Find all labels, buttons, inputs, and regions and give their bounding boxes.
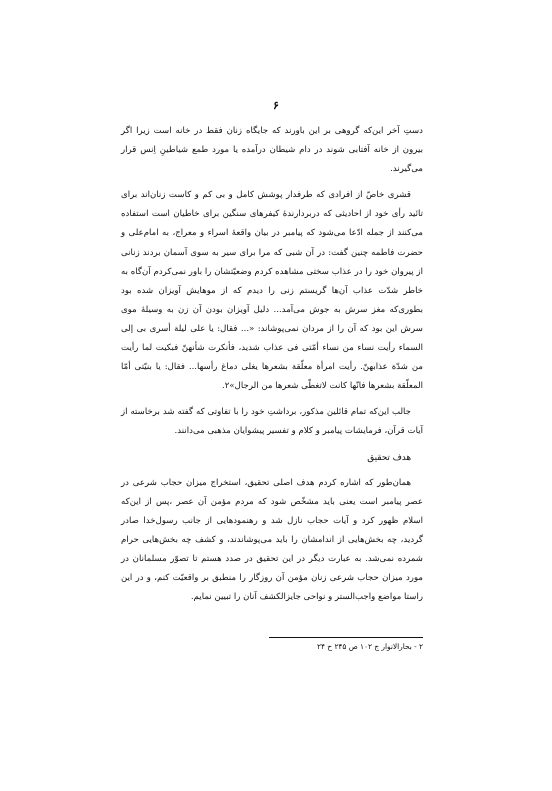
footnote-divider — [269, 637, 423, 638]
paragraph-research-goal: همان‌طور که اشاره کردم هدف اصلی تحقیق، استخراج میزان حجاب شرعی در عصر پیامبر است یعنی باید مشخّص شود که مردم مؤمن آن عصر ،پس از این‌که اسلام ظهور کرد و آیات حجاب نازل شد و رهنمودهایی از جانب رسول‌خدا صادر گردید، چه بخش‌هایی از اندامشان را باید می‌پوشاندند، و کشف چه بخش‌هایی حرام شمرده نمی‌شد. به عبارت دیگر در این تحقیق در صدد هستم تا تصوّر مسلمانان در مورد میزان حجاب شرعی زنان مؤمن آن روزگار را منطبق بر واقعیّت کنم، و در این راستا مواضع واجب‌الستر و نواحی جایزالکشف آنان را تبیین نمایم. — [121, 477, 423, 603]
paragraph-hadith: قشری خاصّ از افرادی که طرفدار پوشش کامل و بی کم و کاست زنان‌اند برای تائید رأی خود از احادیثی که دربردارندۀ کیفرهای سنگین برای خاطیان است استفاده می‌کنند از جمله ادّعا می‌شود که پیامبر در بیان واقعۀ اسراء و معراج، به امام‌علی و حضرت فاطمه چنین گفت: در آن شبی که مرا برای سیر به سوی آسمان بردند زنانی از پیروان خود را در عذاب سختی مشاهده کردم وضعیّتشان را باور نمی‌کردم آن‌گاه به خاطر شدّت عذاب آن‌ها گریستم زنی را دیدم که از موهایش آویزان شده بود بطوری‌که مغز سرش به جوش می‌آمد... دلیل آویزان بودن آن زن به وسیلۀ موی سرش این بود که آن را از مردان نمی‌پوشاند: «... فقال: یا علی لیلة أسری بی إلی السماء رأیت نساء من نساء أمّتی فی عذاب شدید، فأنکرت شأنهنّ فبکیت لما رأیت من شدّة عذابهنّ. رأیت امرأة معلّقة بشعرها یغلی دماغ رأسها... فقال: یا بنیّتی أمّا المعلّقة بشعرها فانّها کانت لاتغطّی شعرها من الرجال»۲. — [121, 190, 423, 392]
page-number: ۶ — [273, 99, 279, 112]
paragraph-intro-conclusion: دستِ آخر این‌که گروهی بر این باورند که جایگاه زنان فقط در خانه است زیرا اگر بیرون از خانه آفتابی شوند در دام شیطان درآمده یا مورد طمع شیاطینِ اِنس قرار می‌گیرند. — [121, 126, 423, 175]
paragraph-sources: جالب این‌که تمام قائلین مذکور، برداشتِ خود را با تفاوتی که گفته شد برخاسته از آیات قرآن، فرمایشات پیامبر و کلام و تفسیر پیشوایان مذهبی می‌دانند. — [121, 407, 423, 437]
body-text — [121, 122, 423, 614]
section-heading: هدف تحقیق — [367, 452, 411, 463]
footnote: ۲ - بحارالانوار ج ۱۰۲ ص ۲۴۵ ح ۲۴ — [317, 642, 423, 651]
